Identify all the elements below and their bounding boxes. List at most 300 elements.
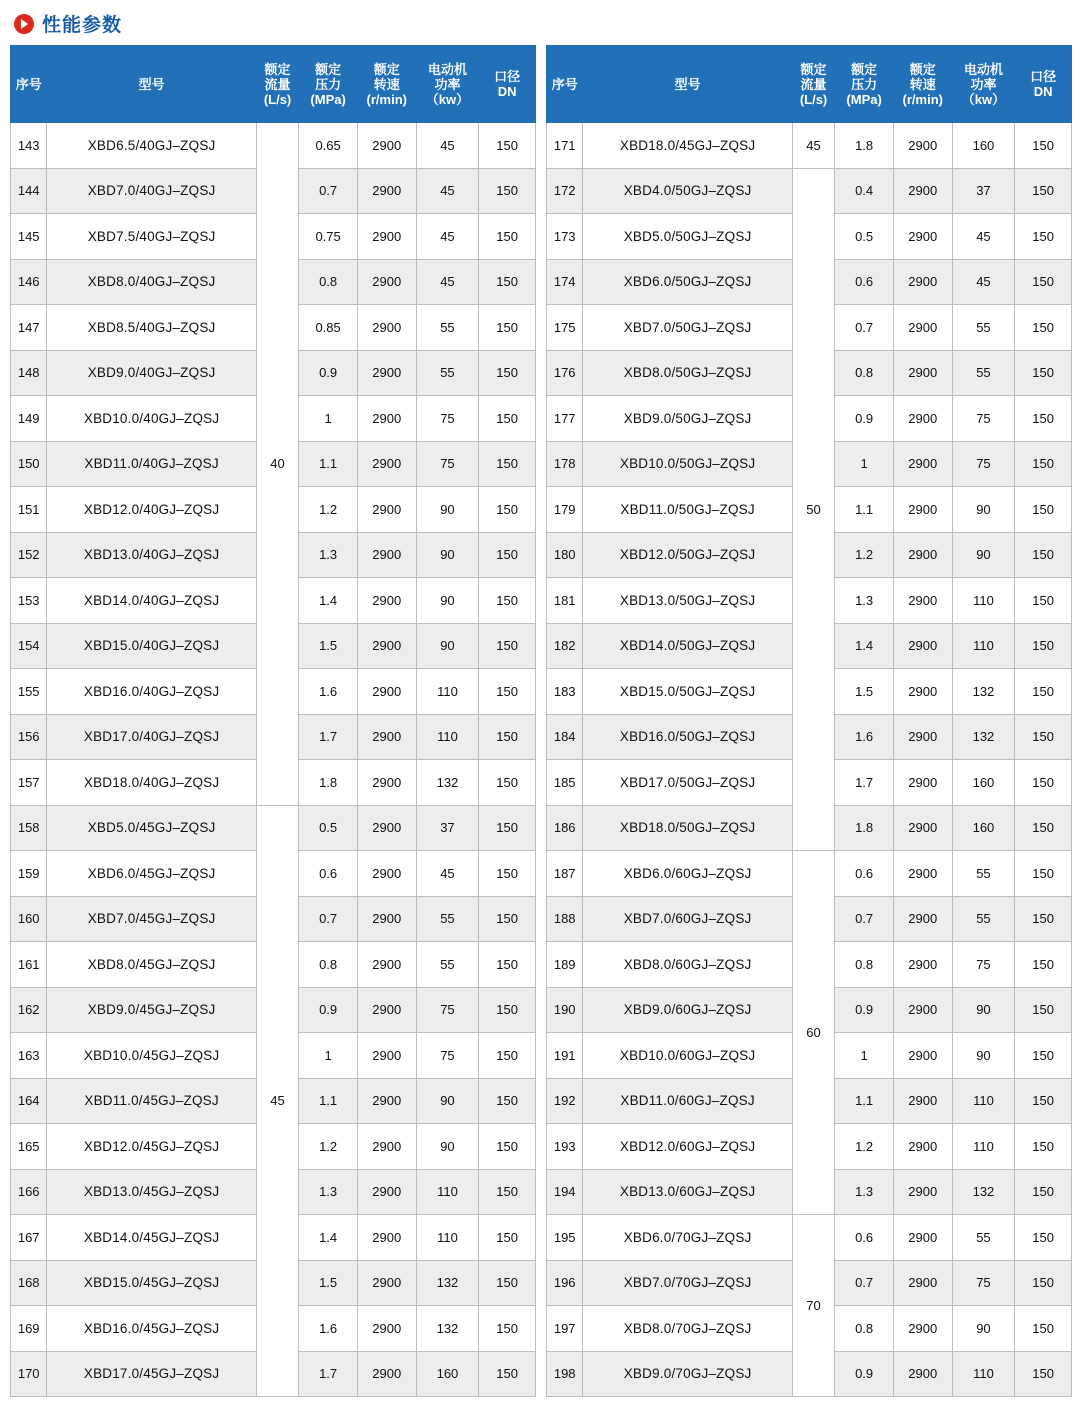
- cell-power: 45: [952, 259, 1015, 305]
- cell-dn: 150: [1015, 1215, 1072, 1261]
- cell-no: 159: [11, 851, 47, 897]
- cell-no: 167: [11, 1215, 47, 1261]
- cell-model: XBD10.0/45GJ–ZQSJ: [47, 1033, 256, 1079]
- cell-model: XBD9.0/50GJ–ZQSJ: [583, 396, 792, 442]
- cell-speed: 2900: [893, 350, 952, 396]
- cell-speed: 2900: [357, 669, 416, 715]
- cell-model: XBD17.0/40GJ–ZQSJ: [47, 714, 256, 760]
- cell-pressure: 1.7: [299, 1351, 358, 1397]
- cell-power: 110: [952, 1124, 1015, 1170]
- cell-pressure: 0.8: [835, 350, 894, 396]
- cell-model: XBD7.5/40GJ–ZQSJ: [47, 214, 256, 260]
- cell-power: 110: [416, 714, 479, 760]
- cell-pressure: 1.4: [299, 1215, 358, 1261]
- cell-pressure: 1.8: [835, 805, 894, 851]
- page-title: 性能参数: [42, 15, 123, 36]
- cell-model: XBD10.0/60GJ–ZQSJ: [583, 1033, 792, 1079]
- cell-power: 55: [416, 942, 479, 988]
- cell-speed: 2900: [357, 168, 416, 214]
- cell-speed: 2900: [357, 578, 416, 624]
- cell-pressure: 0.6: [835, 259, 894, 305]
- cell-model: XBD15.0/45GJ–ZQSJ: [47, 1260, 256, 1306]
- header-flow: 额定 流量 (L/s): [256, 46, 298, 123]
- cell-pressure: 1.2: [835, 1124, 894, 1170]
- cell-speed: 2900: [893, 1033, 952, 1079]
- cell-speed: 2900: [357, 1351, 416, 1397]
- cell-model: XBD15.0/40GJ–ZQSJ: [47, 623, 256, 669]
- cell-speed: 2900: [893, 805, 952, 851]
- cell-no: 193: [547, 1124, 583, 1170]
- cell-pressure: 1.5: [299, 1260, 358, 1306]
- cell-pressure: 1.7: [299, 714, 358, 760]
- cell-no: 168: [11, 1260, 47, 1306]
- cell-pressure: 0.8: [835, 1306, 894, 1352]
- header-pressure: 额定 压力 (MPa): [299, 46, 358, 123]
- cell-power: 55: [952, 896, 1015, 942]
- cell-power: 132: [952, 669, 1015, 715]
- cell-dn: 150: [479, 1215, 536, 1261]
- cell-power: 110: [416, 1169, 479, 1215]
- cell-model: XBD7.0/70GJ–ZQSJ: [583, 1260, 792, 1306]
- cell-dn: 150: [1015, 851, 1072, 897]
- cell-pressure: 1.6: [835, 714, 894, 760]
- cell-pressure: 1.8: [299, 760, 358, 806]
- cell-speed: 2900: [893, 1351, 952, 1397]
- cell-dn: 150: [1015, 1033, 1072, 1079]
- cell-no: 182: [547, 623, 583, 669]
- table-header-row: [11, 46, 536, 123]
- header-speed: 额定 转速 (r/min): [893, 46, 952, 123]
- cell-model: XBD8.0/70GJ–ZQSJ: [583, 1306, 792, 1352]
- cell-no: 188: [547, 896, 583, 942]
- cell-model: XBD10.0/40GJ–ZQSJ: [47, 396, 256, 442]
- cell-power: 45: [952, 214, 1015, 260]
- cell-speed: 2900: [357, 805, 416, 851]
- cell-pressure: 1: [299, 396, 358, 442]
- cell-speed: 2900: [893, 760, 952, 806]
- cell-power: 110: [952, 1351, 1015, 1397]
- cell-pressure: 1.3: [835, 578, 894, 624]
- cell-pressure: 0.8: [299, 942, 358, 988]
- cell-dn: 150: [1015, 578, 1072, 624]
- cell-speed: 2900: [893, 305, 952, 351]
- cell-pressure: 1.3: [835, 1169, 894, 1215]
- cell-dn: 150: [1015, 168, 1072, 214]
- cell-dn: 150: [479, 1078, 536, 1124]
- cell-pressure: 1.8: [835, 123, 894, 169]
- cell-dn: 150: [479, 1033, 536, 1079]
- cell-speed: 2900: [893, 1215, 952, 1261]
- cell-model: XBD7.0/40GJ–ZQSJ: [47, 168, 256, 214]
- cell-no: 149: [11, 396, 47, 442]
- header-no-label: 序号: [15, 76, 42, 92]
- cell-speed: 2900: [357, 487, 416, 533]
- cell-power: 45: [416, 214, 479, 260]
- cell-model: XBD14.0/40GJ–ZQSJ: [47, 578, 256, 624]
- cell-power: 90: [416, 623, 479, 669]
- cell-dn: 150: [1015, 1169, 1072, 1215]
- cell-no: 184: [547, 714, 583, 760]
- header-model-label: 型号: [138, 76, 165, 92]
- cell-model: XBD6.0/45GJ–ZQSJ: [47, 851, 256, 897]
- cell-speed: 2900: [893, 214, 952, 260]
- cell-no: 174: [547, 259, 583, 305]
- header-flow: 额定 流量 (L/s): [792, 46, 834, 123]
- cell-power: 160: [952, 760, 1015, 806]
- cell-model: XBD9.0/70GJ–ZQSJ: [583, 1351, 792, 1397]
- cell-no: 157: [11, 760, 47, 806]
- cell-dn: 150: [1015, 987, 1072, 1033]
- cell-power: 55: [416, 350, 479, 396]
- cell-model: XBD7.0/45GJ–ZQSJ: [47, 896, 256, 942]
- table-row: [11, 805, 536, 851]
- cell-power: 90: [952, 987, 1015, 1033]
- cell-dn: 150: [479, 623, 536, 669]
- cell-model: XBD17.0/50GJ–ZQSJ: [583, 760, 792, 806]
- cell-power: 45: [416, 259, 479, 305]
- cell-power: 45: [416, 851, 479, 897]
- cell-power: 132: [416, 1260, 479, 1306]
- cell-no: 176: [547, 350, 583, 396]
- cell-dn: 150: [1015, 805, 1072, 851]
- cell-pressure: 1.2: [835, 532, 894, 578]
- table-row: [547, 123, 1072, 169]
- cell-pressure: 1.2: [299, 487, 358, 533]
- cell-model: XBD16.0/45GJ–ZQSJ: [47, 1306, 256, 1352]
- cell-power: 55: [952, 1215, 1015, 1261]
- cell-model: XBD6.0/70GJ–ZQSJ: [583, 1215, 792, 1261]
- cell-model: XBD8.0/60GJ–ZQSJ: [583, 942, 792, 988]
- cell-model: XBD17.0/45GJ–ZQSJ: [47, 1351, 256, 1397]
- header-no: 序号: [547, 46, 583, 123]
- cell-model: XBD8.0/50GJ–ZQSJ: [583, 350, 792, 396]
- cell-speed: 2900: [893, 669, 952, 715]
- cell-no: 172: [547, 168, 583, 214]
- cell-pressure: 0.9: [299, 987, 358, 1033]
- cell-pressure: 1.1: [835, 487, 894, 533]
- performance-table-left: [10, 45, 536, 1397]
- cell-pressure: 0.4: [835, 168, 894, 214]
- cell-flow: 40: [256, 123, 298, 806]
- cell-model: XBD5.0/50GJ–ZQSJ: [583, 214, 792, 260]
- cell-pressure: 1.1: [299, 441, 358, 487]
- cell-speed: 2900: [357, 896, 416, 942]
- cell-flow: 50: [792, 168, 834, 851]
- cell-dn: 150: [479, 396, 536, 442]
- cell-speed: 2900: [893, 942, 952, 988]
- cell-dn: 150: [1015, 305, 1072, 351]
- cell-speed: 2900: [357, 214, 416, 260]
- cell-pressure: 1: [835, 441, 894, 487]
- cell-speed: 2900: [893, 714, 952, 760]
- play-bullet-icon: [14, 14, 34, 34]
- cell-dn: 150: [479, 896, 536, 942]
- cell-model: XBD13.0/40GJ–ZQSJ: [47, 532, 256, 578]
- cell-model: XBD10.0/50GJ–ZQSJ: [583, 441, 792, 487]
- cell-power: 132: [416, 760, 479, 806]
- table-header-row: [547, 46, 1072, 123]
- cell-pressure: 1.5: [835, 669, 894, 715]
- table-row: [11, 123, 536, 169]
- cell-speed: 2900: [357, 623, 416, 669]
- cell-power: 37: [416, 805, 479, 851]
- cell-pressure: 0.7: [299, 896, 358, 942]
- cell-speed: 2900: [357, 942, 416, 988]
- cell-no: 160: [11, 896, 47, 942]
- cell-speed: 2900: [357, 396, 416, 442]
- cell-power: 160: [952, 805, 1015, 851]
- cell-no: 194: [547, 1169, 583, 1215]
- cell-model: XBD9.0/40GJ–ZQSJ: [47, 350, 256, 396]
- cell-dn: 150: [479, 669, 536, 715]
- cell-model: XBD8.0/40GJ–ZQSJ: [47, 259, 256, 305]
- cell-speed: 2900: [357, 350, 416, 396]
- cell-pressure: 1.6: [299, 669, 358, 715]
- cell-power: 90: [416, 1078, 479, 1124]
- cell-model: XBD18.0/40GJ–ZQSJ: [47, 760, 256, 806]
- cell-power: 160: [416, 1351, 479, 1397]
- cell-pressure: 1.3: [299, 1169, 358, 1215]
- cell-dn: 150: [479, 123, 536, 169]
- cell-power: 110: [416, 1215, 479, 1261]
- cell-no: 153: [11, 578, 47, 624]
- header-pressure: 额定 压力 (MPa): [835, 46, 894, 123]
- cell-no: 173: [547, 214, 583, 260]
- cell-power: 132: [416, 1306, 479, 1352]
- cell-pressure: 0.8: [835, 942, 894, 988]
- cell-flow: 45: [256, 805, 298, 1397]
- cell-speed: 2900: [357, 851, 416, 897]
- cell-pressure: 0.9: [835, 987, 894, 1033]
- cell-no: 192: [547, 1078, 583, 1124]
- cell-dn: 150: [1015, 1124, 1072, 1170]
- cell-dn: 150: [1015, 532, 1072, 578]
- table-body-right: [547, 123, 1072, 1397]
- cell-no: 178: [547, 441, 583, 487]
- cell-dn: 150: [479, 1306, 536, 1352]
- cell-pressure: 1: [299, 1033, 358, 1079]
- cell-no: 151: [11, 487, 47, 533]
- cell-no: 180: [547, 532, 583, 578]
- cell-speed: 2900: [893, 1306, 952, 1352]
- cell-dn: 150: [479, 805, 536, 851]
- cell-pressure: 0.6: [835, 1215, 894, 1261]
- cell-speed: 2900: [357, 1078, 416, 1124]
- cell-model: XBD16.0/40GJ–ZQSJ: [47, 669, 256, 715]
- cell-dn: 150: [1015, 760, 1072, 806]
- cell-pressure: 0.6: [835, 851, 894, 897]
- cell-pressure: 1.2: [299, 1124, 358, 1170]
- cell-power: 90: [416, 578, 479, 624]
- cell-no: 186: [547, 805, 583, 851]
- cell-dn: 150: [479, 1169, 536, 1215]
- cell-model: XBD11.0/60GJ–ZQSJ: [583, 1078, 792, 1124]
- cell-model: XBD12.0/40GJ–ZQSJ: [47, 487, 256, 533]
- cell-model: XBD8.0/45GJ–ZQSJ: [47, 942, 256, 988]
- cell-no: 196: [547, 1260, 583, 1306]
- cell-power: 90: [416, 1124, 479, 1170]
- header-dn: 口径 DN: [1015, 46, 1072, 123]
- cell-dn: 150: [1015, 350, 1072, 396]
- cell-power: 75: [952, 942, 1015, 988]
- cell-power: 90: [416, 487, 479, 533]
- cell-dn: 150: [479, 532, 536, 578]
- cell-dn: 150: [479, 942, 536, 988]
- cell-model: XBD11.0/45GJ–ZQSJ: [47, 1078, 256, 1124]
- cell-dn: 150: [1015, 1260, 1072, 1306]
- cell-no: 154: [11, 623, 47, 669]
- cell-dn: 150: [479, 214, 536, 260]
- cell-model: XBD5.0/45GJ–ZQSJ: [47, 805, 256, 851]
- cell-no: 145: [11, 214, 47, 260]
- cell-no: 177: [547, 396, 583, 442]
- cell-pressure: 1: [835, 1033, 894, 1079]
- cell-power: 37: [952, 168, 1015, 214]
- cell-model: XBD12.0/50GJ–ZQSJ: [583, 532, 792, 578]
- cell-dn: 150: [1015, 896, 1072, 942]
- cell-power: 55: [416, 305, 479, 351]
- cell-pressure: 0.6: [299, 851, 358, 897]
- cell-speed: 2900: [893, 896, 952, 942]
- cell-speed: 2900: [893, 623, 952, 669]
- cell-model: XBD7.0/50GJ–ZQSJ: [583, 305, 792, 351]
- cell-no: 161: [11, 942, 47, 988]
- header-power: 电动机 功率 （kw）: [952, 46, 1015, 123]
- cell-power: 90: [952, 1033, 1015, 1079]
- cell-power: 90: [952, 532, 1015, 578]
- cell-power: 160: [952, 123, 1015, 169]
- cell-no: 163: [11, 1033, 47, 1079]
- cell-power: 45: [416, 168, 479, 214]
- cell-dn: 150: [1015, 714, 1072, 760]
- cell-speed: 2900: [893, 532, 952, 578]
- cell-no: 187: [547, 851, 583, 897]
- cell-power: 55: [952, 350, 1015, 396]
- cell-speed: 2900: [893, 259, 952, 305]
- cell-power: 132: [952, 1169, 1015, 1215]
- cell-model: XBD18.0/45GJ–ZQSJ: [583, 123, 792, 169]
- table-row: [547, 168, 1072, 214]
- cell-pressure: 0.8: [299, 259, 358, 305]
- cell-speed: 2900: [357, 714, 416, 760]
- cell-pressure: 1.1: [299, 1078, 358, 1124]
- cell-power: 75: [416, 987, 479, 1033]
- cell-power: 90: [416, 532, 479, 578]
- cell-power: 75: [952, 441, 1015, 487]
- cell-speed: 2900: [357, 259, 416, 305]
- cell-model: XBD15.0/50GJ–ZQSJ: [583, 669, 792, 715]
- cell-speed: 2900: [893, 1260, 952, 1306]
- cell-model: XBD18.0/50GJ–ZQSJ: [583, 805, 792, 851]
- cell-speed: 2900: [893, 578, 952, 624]
- cell-dn: 150: [1015, 1351, 1072, 1397]
- cell-no: 170: [11, 1351, 47, 1397]
- cell-pressure: 0.5: [299, 805, 358, 851]
- cell-pressure: 0.7: [299, 168, 358, 214]
- table-row: [547, 1215, 1072, 1261]
- cell-dn: 150: [479, 168, 536, 214]
- cell-speed: 2900: [357, 441, 416, 487]
- cell-speed: 2900: [893, 1169, 952, 1215]
- cell-no: 175: [547, 305, 583, 351]
- cell-no: 183: [547, 669, 583, 715]
- cell-flow: 70: [792, 1215, 834, 1397]
- cell-speed: 2900: [357, 1169, 416, 1215]
- cell-no: 189: [547, 942, 583, 988]
- cell-pressure: 0.7: [835, 1260, 894, 1306]
- cell-power: 110: [952, 623, 1015, 669]
- cell-no: 162: [11, 987, 47, 1033]
- cell-model: XBD16.0/50GJ–ZQSJ: [583, 714, 792, 760]
- cell-speed: 2900: [893, 487, 952, 533]
- cell-speed: 2900: [893, 441, 952, 487]
- cell-no: 150: [11, 441, 47, 487]
- cell-model: XBD13.0/60GJ–ZQSJ: [583, 1169, 792, 1215]
- cell-model: XBD4.0/50GJ–ZQSJ: [583, 168, 792, 214]
- cell-dn: 150: [1015, 123, 1072, 169]
- table-row: [547, 851, 1072, 897]
- cell-dn: 150: [479, 578, 536, 624]
- cell-pressure: 1.4: [299, 578, 358, 624]
- cell-dn: 150: [479, 259, 536, 305]
- cell-speed: 2900: [357, 1260, 416, 1306]
- cell-speed: 2900: [357, 760, 416, 806]
- cell-speed: 2900: [893, 1078, 952, 1124]
- cell-no: 179: [547, 487, 583, 533]
- cell-dn: 150: [479, 1260, 536, 1306]
- tables-container: [10, 45, 1072, 1397]
- cell-pressure: 0.9: [835, 396, 894, 442]
- cell-no: 143: [11, 123, 47, 169]
- cell-pressure: 0.75: [299, 214, 358, 260]
- header-model: 型号: [583, 46, 792, 123]
- cell-no: 146: [11, 259, 47, 305]
- cell-power: 55: [416, 896, 479, 942]
- header-power: 电动机 功率 （kw）: [416, 46, 479, 123]
- cell-model: XBD7.0/60GJ–ZQSJ: [583, 896, 792, 942]
- cell-no: 191: [547, 1033, 583, 1079]
- cell-no: 164: [11, 1078, 47, 1124]
- cell-power: 45: [416, 123, 479, 169]
- cell-power: 110: [952, 578, 1015, 624]
- table-gap: [536, 45, 546, 1397]
- cell-no: 185: [547, 760, 583, 806]
- performance-table-right: [546, 45, 1072, 1397]
- cell-power: 75: [416, 396, 479, 442]
- cell-dn: 150: [479, 987, 536, 1033]
- cell-no: 166: [11, 1169, 47, 1215]
- cell-no: 155: [11, 669, 47, 715]
- cell-no: 156: [11, 714, 47, 760]
- cell-dn: 150: [479, 760, 536, 806]
- cell-dn: 150: [479, 714, 536, 760]
- cell-pressure: 0.9: [835, 1351, 894, 1397]
- cell-no: 165: [11, 1124, 47, 1170]
- cell-dn: 150: [1015, 441, 1072, 487]
- cell-power: 55: [952, 305, 1015, 351]
- cell-pressure: 0.7: [835, 305, 894, 351]
- cell-dn: 150: [479, 305, 536, 351]
- cell-speed: 2900: [893, 168, 952, 214]
- header-speed: 额定 转速 (r/min): [357, 46, 416, 123]
- cell-dn: 150: [1015, 259, 1072, 305]
- cell-dn: 150: [1015, 942, 1072, 988]
- cell-speed: 2900: [893, 851, 952, 897]
- cell-dn: 150: [1015, 1306, 1072, 1352]
- cell-model: XBD13.0/50GJ–ZQSJ: [583, 578, 792, 624]
- cell-dn: 150: [1015, 396, 1072, 442]
- cell-speed: 2900: [357, 987, 416, 1033]
